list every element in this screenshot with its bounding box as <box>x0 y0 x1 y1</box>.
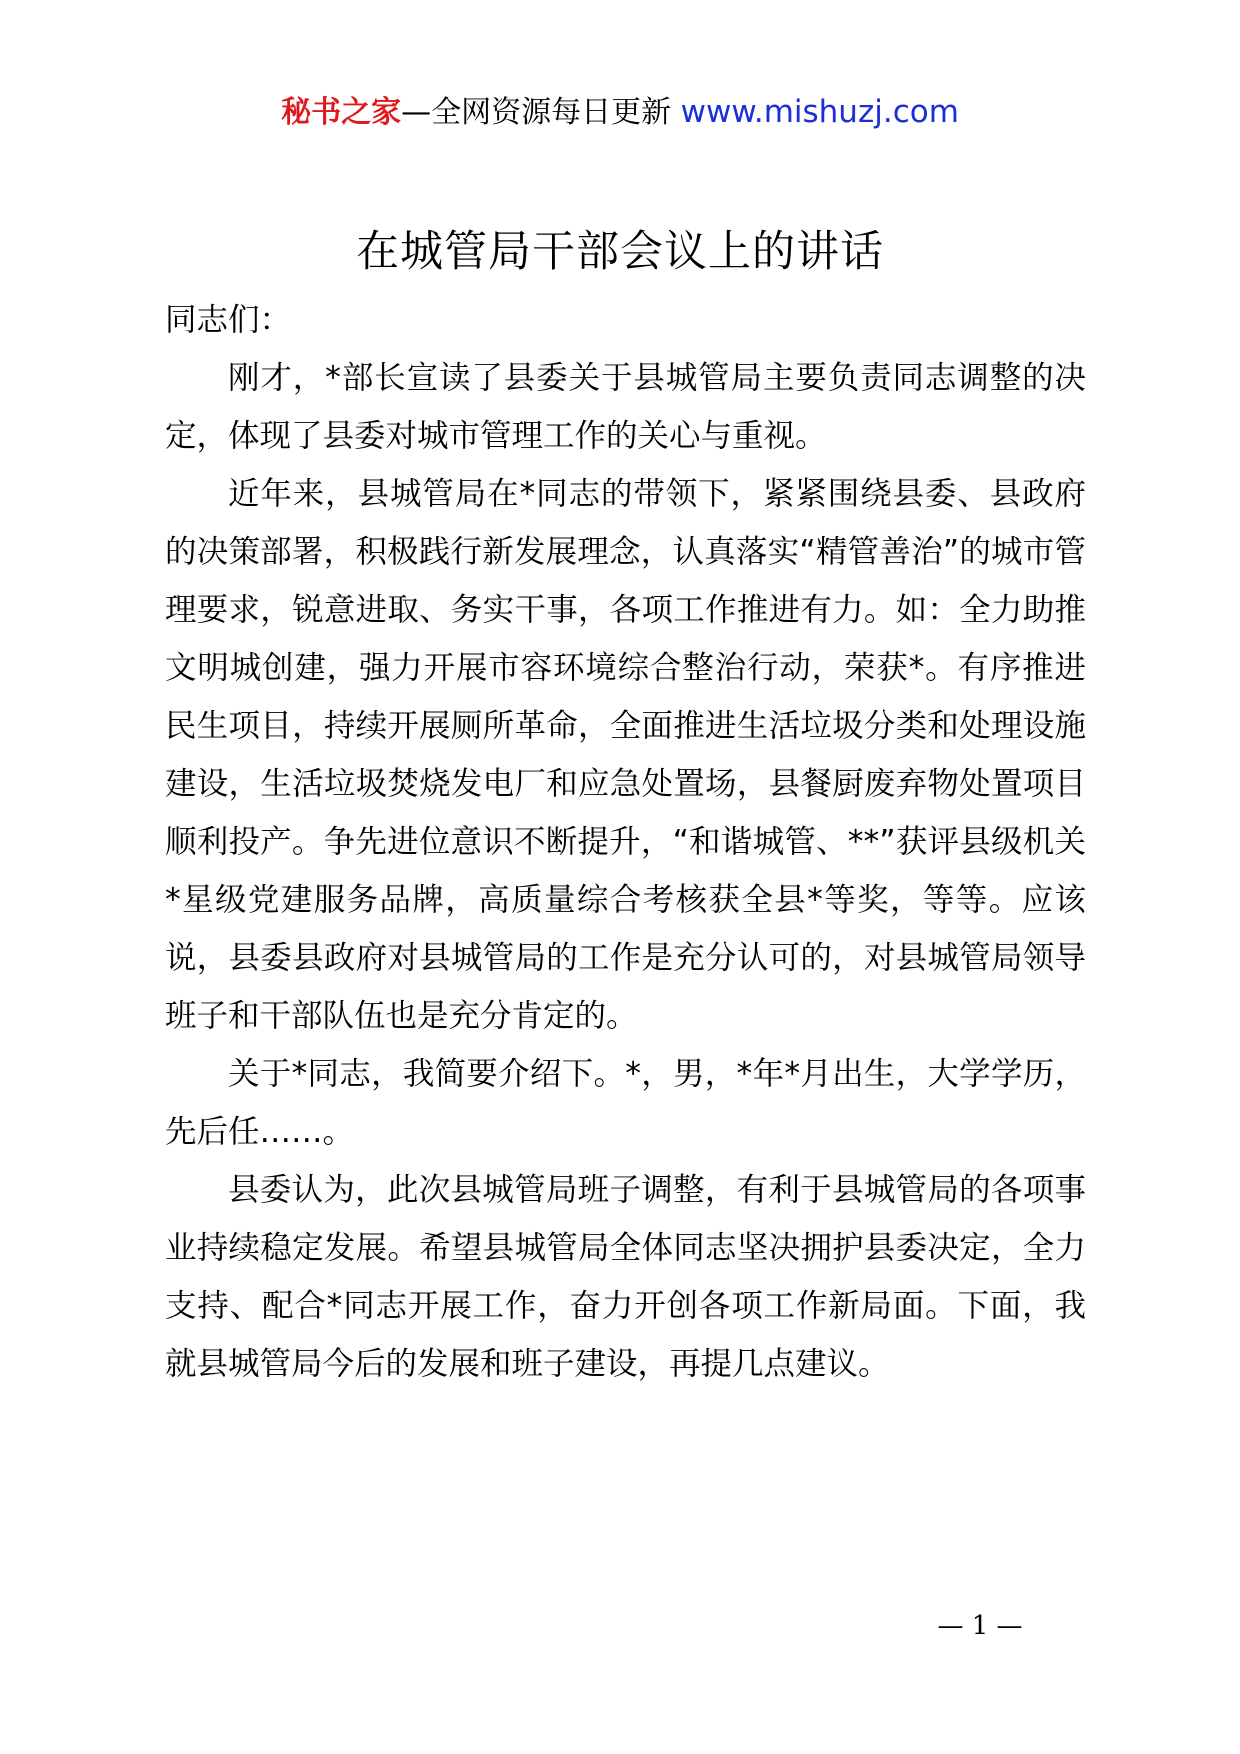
salutation: 同志们： <box>165 302 292 338</box>
site-url-link[interactable]: www.mishuzj.com <box>680 94 959 130</box>
site-tagline: —全网资源每日更新 <box>401 95 681 130</box>
paragraph-1: 刚才，*部长宣读了县委关于县城管局主要负责同志调整的决定，体现了县委对城市管理工作的关心与重视。 <box>165 360 1086 454</box>
paragraph-4: 县委认为，此次县城管局班子调整，有利于县城管局的各项事业持续稳定发展。希望县城管局全体同志坚决拥护县委决定，全力支持、配合*同志开展工作，奋力开创各项工作新局面。下面，我就县城管局今后的发展和班子建设，再提几点建议。 <box>165 1172 1086 1382</box>
site-brand-name: 秘书之家 <box>281 95 402 130</box>
page-number: — 1 — <box>937 1611 1023 1641</box>
paragraph-2: 近年来，县城管局在*同志的带领下，紧紧围绕县委、县政府的决策部署，积极践行新发展理念，认真落实“精管善治”的城市管理要求，锐意进取、务实干事，各项工作推进有力。如：全力助推文明城创建，强力开展市容环境综合整治行动，荣获*。有序推进民生项目，持续开展厕所革命，全面推进生活垃圾分类和处理设施建设，生活垃圾焚烧发电厂和应急处置场，县餐厨废弃物处置项目顺利投产。争先进位意识不断提升，“和谐城管、**”获评县级机关*星级党建服务品牌，高质量综合考核获全县*等奖，等等。应该说，县委县政府对县城管局的工作是充分认可的，对县城管局领导班子和干部队伍也是充分肯定的。 <box>165 476 1086 1034</box>
site-header <box>0 92 1240 133</box>
document-body <box>165 291 1086 1393</box>
document-title: 在城管局干部会议上的讲话 <box>356 227 884 277</box>
paragraph-3: 关于*同志，我简要介绍下。*，男，*年*月出生，大学学历，先后任……。 <box>165 1056 1086 1150</box>
